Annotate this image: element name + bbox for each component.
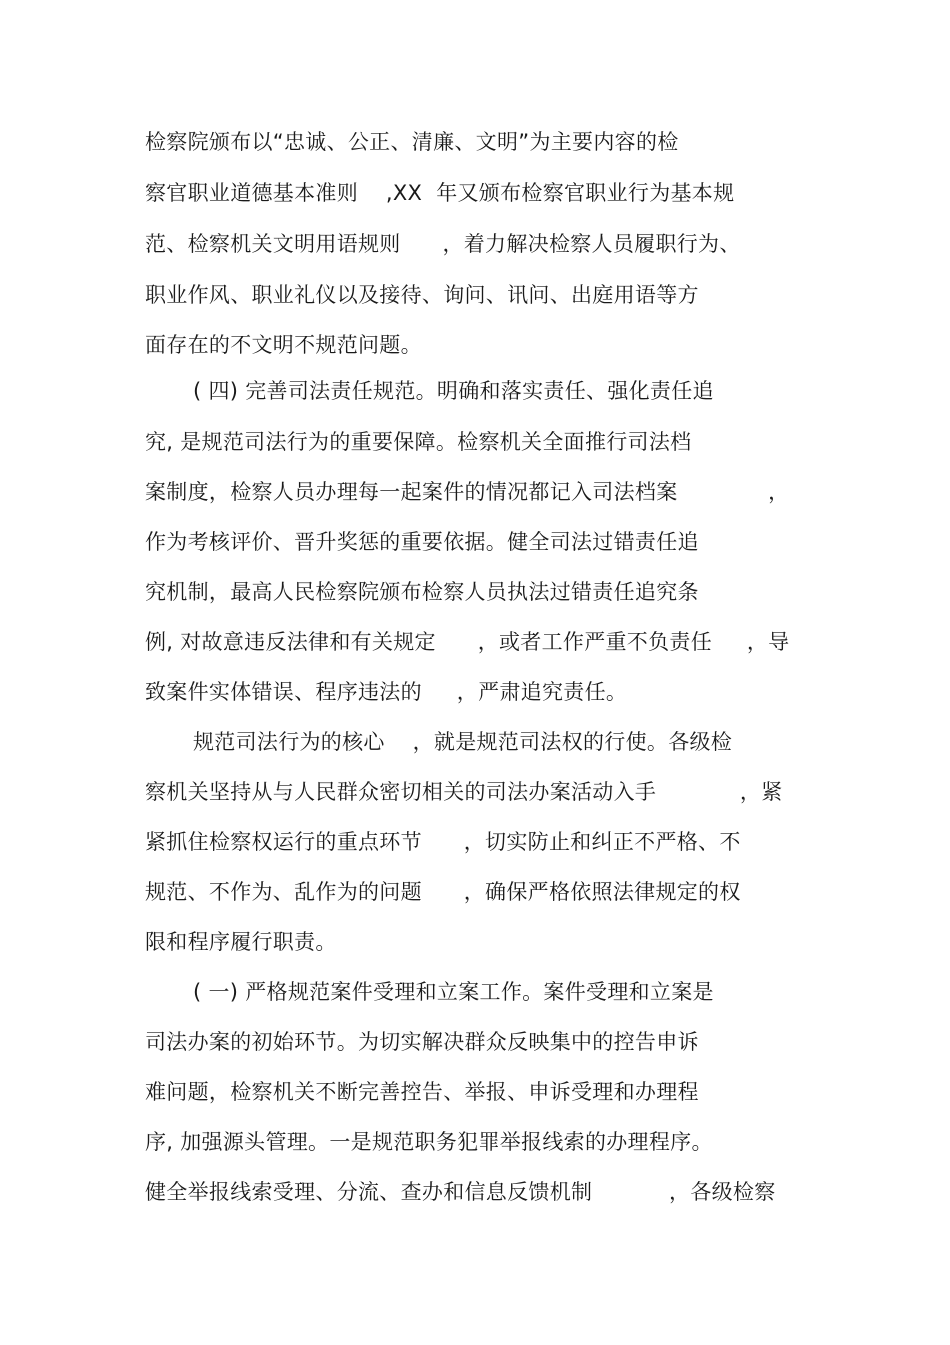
text-line: 察官职业道德基本准则 ,XX 年又颁布检察官职业行为基本规 [145, 181, 735, 205]
text-line: 范、检察机关文明用语规则 ，着力解决检察人员履职行为、 [145, 232, 741, 256]
text-line: 检察院颁布以“忠诚、公正、清廉、文明”为主要内容的检 [145, 130, 679, 154]
text-line: 规范、不作为、乱作为的问题 ，确保严格依照法律规定的权 [145, 880, 741, 904]
paragraph-heading-4: ( 四) 完善司法责任规范。明确和落实责任、强化责任追 [193, 379, 714, 403]
text-line: 究机制，最高人民检察院颁布检察人员执法过错责任追究条 [145, 580, 699, 604]
text-line: 限和程序履行职责。 [145, 930, 337, 954]
text-line: 致案件实体错误、程序违法的 ，严肃追究责任。 [145, 680, 628, 704]
text-line: 例, 对故意违反法律和有关规定 ，或者工作严重不负责任 ，导 [145, 630, 790, 654]
text-line: 司法办案的初始环节。为切实解决群众反映集中的控告申诉 [145, 1030, 699, 1054]
paragraph-start: 规范司法行为的核心 ，就是规范司法权的行使。各级检 [193, 730, 733, 754]
text-line: 职业作风、职业礼仪以及接待、询问、讯问、出庭用语等方 [145, 283, 699, 307]
text-line: 健全举报线索受理、分流、查办和信息反馈机制 ，各级检察 [145, 1180, 776, 1204]
text-line: 紧抓住检察权运行的重点环节 ，切实防止和纠正不严格、不 [145, 830, 741, 854]
text-line: 面存在的不文明不规范问题。 [145, 333, 422, 357]
text-line: 究, 是规范司法行为的重要保障。检察机关全面推行司法档 [145, 430, 692, 454]
text-line: 难问题，检察机关不断完善控告、举报、申诉受理和办理程 [145, 1080, 699, 1104]
paragraph-heading-1: ( 一) 严格规范案件受理和立案工作。案件受理和立案是 [193, 980, 714, 1004]
text-line: 作为考核评价、晋升奖惩的重要依据。健全司法过错责任追 [145, 530, 699, 554]
text-line: 案制度，检察人员办理每一起案件的情况都记入司法档案 ， [145, 480, 790, 504]
text-line: 序, 加强源头管理。一是规范职务犯罪举报线索的办理程序。 [145, 1130, 713, 1154]
text-line: 察机关坚持从与人民群众密切相关的司法办案活动入手 ，紧 [145, 780, 783, 804]
